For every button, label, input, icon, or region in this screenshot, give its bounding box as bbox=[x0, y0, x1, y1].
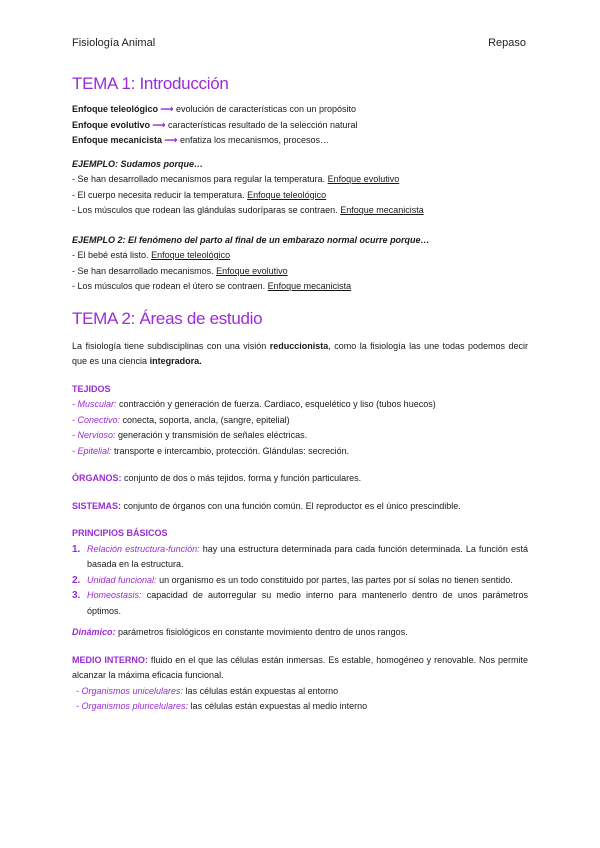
medio-interno-def: MEDIO INTERNO: fluido en el que las células están inmersas. Es estable, homogéneo y renovable. Nos permite alcanzar la máxima eficacia funcional. bbox=[72, 654, 528, 680]
principio-item: 3. Homeostasis: capacidad de autorregular su medio interno para mantenerlo dentro de unos parámetros óptimos. bbox=[72, 590, 528, 616]
arrow-icon: ⟶ bbox=[164, 135, 178, 145]
ejemplo2-heading: EJEMPLO 2: El fenómeno del parto al final de un embarazo normal ocurre porque… bbox=[72, 234, 430, 245]
medio-item: - Organismos pluricelulares: las células están expuestas al medio interno bbox=[76, 701, 368, 711]
tema2-intro: La fisiología tiene subdisciplinas con una visión reduccionista, como la fisiología las une todas podemos decir que es una ciencia integradora. bbox=[72, 340, 528, 366]
arrow-icon: ⟶ bbox=[160, 104, 174, 114]
ejemplo1-item: - El cuerpo necesita reducir la temperatura. Enfoque teleológico bbox=[72, 189, 327, 200]
tema2-title: TEMA 2: Áreas de estudio bbox=[72, 308, 263, 328]
header-right: Repaso bbox=[488, 37, 526, 49]
dinamico-def: Dinámico: parámetros fisiológicos en constante movimiento dentro de unos rangos. bbox=[72, 627, 408, 637]
organos-def: ÓRGANOS: conjunto de dos o más tejidos. forma y función particulares. bbox=[72, 473, 362, 483]
ejemplo1-item: - Se han desarrollado mecanismos para regular la temperatura. Enfoque evolutivo bbox=[72, 174, 400, 184]
principio-item: 1. Relación estructura-función: hay una estructura determinada para cada función determinada. La función está basada en la estructura. bbox=[72, 543, 528, 569]
header-left: Fisiología Animal bbox=[72, 37, 156, 49]
enfoque-mecanicista: Enfoque mecanicista ⟶ enfatiza los mecanismos, procesos… bbox=[72, 135, 330, 145]
arrow-icon: ⟶ bbox=[152, 119, 166, 130]
tejido-item: - Conectivo: conecta, soporta, ancla, (sangre, epitelial) bbox=[72, 414, 290, 425]
ejemplo2-item: - Se han desarrollado mecanismos. Enfoque evolutivo bbox=[72, 265, 288, 276]
sistemas-def: SISTEMAS: conjunto de órganos con una función común. El reproductor es el único prescindible. bbox=[72, 500, 461, 511]
ejemplo2-item: - El bebé está listo. Enfoque teleológico bbox=[72, 250, 231, 260]
document-body bbox=[72, 74, 528, 715]
principios-heading: PRINCIPIOS BÁSICOS bbox=[72, 528, 168, 538]
enfoque-evolutivo: Enfoque evolutivo ⟶ características resultado de la selección natural bbox=[72, 119, 358, 130]
tejido-item: - Epitelial: transporte e intercambio, protección. Glándulas: secreción. bbox=[72, 445, 350, 456]
ejemplo2-item: - Los músculos que rodean el útero se contraen. Enfoque mecanicista bbox=[72, 281, 352, 291]
principio-item: 2. Unidad funcional: un organismo es un todo constituido por partes, las partes por sí solas no tienen sentido. bbox=[72, 574, 513, 586]
tejido-item: - Muscular: contracción y generación de fuerza. Cardiaco, esquelético y liso (tubos huecos) bbox=[72, 399, 436, 409]
tejido-item: - Nervioso: generación y transmisión de señales eléctricas. bbox=[72, 430, 308, 440]
enfoque-teleologico: Enfoque teleológico ⟶ evolución de características con un propósito bbox=[72, 104, 357, 114]
ejemplo1-item: - Los músculos que rodean las glándulas sudoríparas se contraen. Enfoque mecanicista bbox=[72, 205, 424, 215]
medio-item: - Organismos unicelulares: las células están expuestas al entorno bbox=[76, 685, 339, 696]
ejemplo1-heading: EJEMPLO: Sudamos porque… bbox=[72, 158, 204, 169]
tejidos-heading: TEJIDOS bbox=[72, 383, 111, 394]
tema1-title: TEMA 1: Introducción bbox=[72, 74, 229, 93]
